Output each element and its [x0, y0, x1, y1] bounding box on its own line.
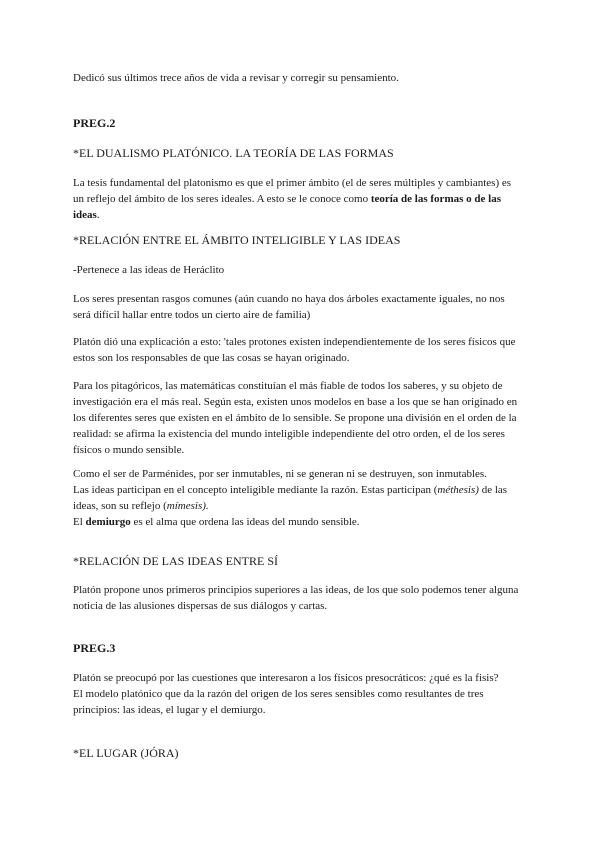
paragraph-heraclito: -Pertenece a las ideas de Heráclito: [73, 264, 225, 276]
paragraph-platon-explicacion: Platón dió una explicación a esto: 'tales protones existen independientemente de los seres físicos que estos son los responsables de que las cosas se hayan originado.: [73, 336, 516, 364]
section-heading-dualismo: *EL DUALISMO PLATÓNICO. LA TEORÍA DE LAS FORMAS: [73, 146, 394, 160]
paragraph-tesis: [73, 175, 523, 223]
term-demiurgo: demiurgo: [85, 516, 131, 528]
paragraph-seres: Los seres presentan rasgos comunes (aún cuando no haya dos árboles exactamente iguales, no nos será difícil hallar entre todos un cierto aire de familia): [73, 293, 505, 321]
paragraph-tesis-text: La tesis fundamental del platonismo es que el primer ámbito (el de seres múltiples y cambiantes) es un reflejo del ámbito de los seres ideales. A esto se le conoce como: [73, 177, 512, 205]
participan-text-b: de las ideas, son su reflejo (: [73, 484, 508, 512]
intro-paragraph: Dedicó sus últimos trece años de vida a revisar y corregir su pensamiento.: [73, 72, 399, 84]
participan-text-a: Las ideas participan en el concepto inteligible mediante la razón. Estas participan (: [73, 484, 438, 496]
term-methesis: méthesis): [437, 484, 479, 496]
demiurgo-text-a: El: [73, 516, 86, 528]
section-heading-relacion-ambito: *RELACIÓN ENTRE EL ÁMBITO INTELIGIBLE Y LAS IDEAS: [73, 233, 401, 247]
paragraph-pitagoricos: Para los pitagóricos, las matemáticas constituían el más fiable de todos los saberes, y su objeto de investigación era el más real. Según esta, existen unos modelos en base a los que se han originado en los diferentes seres que existen en el ámbito de lo sensible. Se propone una división en el orden de la realidad: se afirma la existencia del mundo inteligible independiente del otro orden, el de los seres físicos o mundo sensible.: [73, 380, 518, 456]
paragraph-demiurgo: [73, 514, 523, 530]
question-3-heading-text: PREG.3: [73, 641, 116, 655]
term-teoria-formas: teoría de las formas o de las ideas: [73, 193, 501, 221]
paragraph-tesis-end: .: [96, 209, 100, 221]
paragraph-parmenides: Como el ser de Parménides, por ser inmutables, ni se generan ni se destruyen, son inmutables.: [73, 468, 487, 480]
section-heading-lugar: *EL LUGAR (JÓRA): [73, 746, 179, 760]
question-3-heading: [73, 640, 523, 656]
paragraph-group-presocraticos: [73, 670, 523, 718]
term-mimesis: mímesis).: [166, 500, 209, 512]
paragraph-modelo: El modelo platónico que da la razón del origen de los seres sensibles como resultantes de tres principios: las ideas, el lugar y el demiurgo.: [73, 688, 484, 716]
section-heading-relacion-ideas: *RELACIÓN DE LAS IDEAS ENTRE SÍ: [73, 554, 278, 568]
question-2-heading-text: PREG.2: [73, 116, 116, 130]
paragraph-presocraticos: Platón se preocupó por las cuestiones que interesaron a los físicos presocráticos: ¿qué es la fisis?: [73, 672, 499, 684]
demiurgo-text-c: es el alma que ordena las ideas del mundo sensible.: [130, 516, 360, 528]
question-2-heading: [73, 115, 523, 131]
paragraph-principios: Platón propone unos primeros principios superiores a las ideas, de los que solo podemos tener alguna noticia de las alusiones dispersas de sus diálogos y cartas.: [73, 584, 519, 612]
paragraph-group-parmenides: [73, 466, 523, 530]
paragraph-participan: [73, 482, 523, 514]
